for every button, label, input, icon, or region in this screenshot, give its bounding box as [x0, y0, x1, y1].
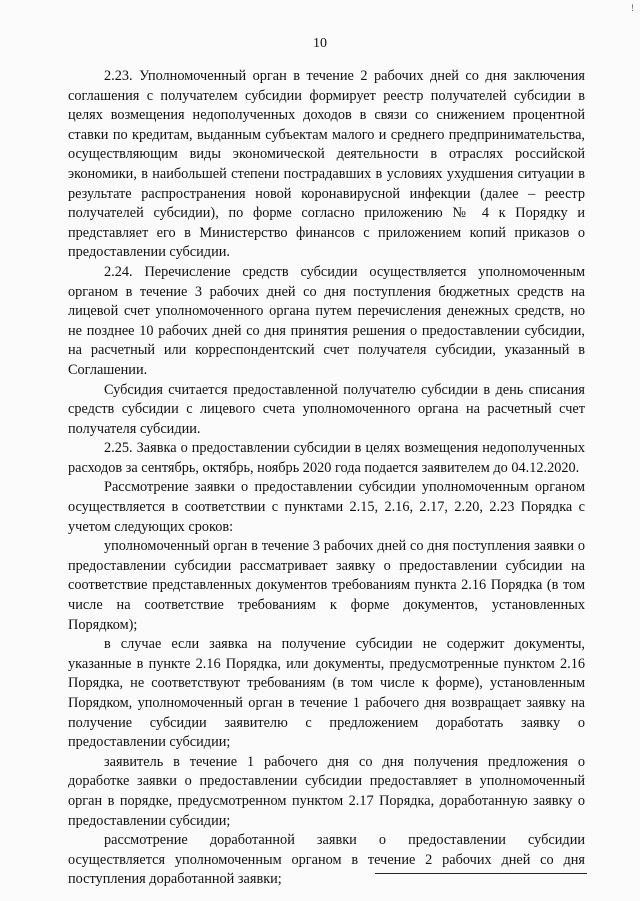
edge-mark: !	[631, 3, 634, 13]
page-number: 10	[313, 36, 327, 51]
paragraph-return-application: в случае если заявка на получение субсидии не содержит документы, указанные в пункте 2.16 Порядка, или документы, предусмотренные пунктом 2.16 Порядка, не соответствуют требованиям (в том числе к форме), установленным Порядком, уполномоченный орган в течение 1 рабочего дня возвращает заявку на получение субсидии заявителю с предложением доработать заявку о предоставлении субсидии;	[68, 636, 585, 751]
paragraph-review-3-days: уполномоченный орган в течение 3 рабочих дней со дня поступления заявки о предоставлении субсидии рассматривает заявку о предоставлении субсидии на соответствие представленных документов требованиям пункта 2.16 Порядка (в том числе на соответствие требованиям к форме документов, установленных Порядком);	[68, 538, 585, 633]
paragraph-applicant-revision: заявитель в течение 1 рабочего дня со дня получения предложения о доработке заявки о предоставлении субсидии предоставляет в уполномоченный орган в порядке, предусмотренном пунктом 2.17 Порядка, доработанную заявку о предоставлении субсидии;	[68, 753, 585, 829]
paragraph-subsidy-granted: Субсидия считается предоставленной получателю субсидии в день списания средств субсидии с лицевого счета уполномоченного органа на расчетный счет получателя субсидии.	[68, 381, 585, 437]
paragraph-2-24: 2.24. Перечисление средств субсидии осуществляется уполномоченным органом в течение 3 рабочих дней со дня поступления бюджетных средств на лицевой счет уполномоченного органа путем перечисления денежных средств, но не позднее 10 рабочих дней со дня принятия решения о предоставлении субсидии, на расчетный или корреспондентский счет получателя субсидии, указанный в Соглашении.	[68, 263, 585, 378]
paragraph-review-terms: Рассмотрение заявки о предоставлении субсидии уполномоченным органом осуществляется в соответствии с пунктами 2.15, 2.16, 2.17, 2.20, 2.23 Порядка с учетом следующих сроков:	[68, 479, 585, 535]
paragraph-2-25: 2.25. Заявка о предоставлении субсидии в целях возмещения недополученных расходов за сентябрь, октябрь, ноябрь 2020 года подается заявителем до 04.12.2020.	[68, 440, 585, 476]
paragraph-revised-review: рассмотрение доработанной заявки о предоставлении субсидии осуществляется уполномоченным органом в течение 2 рабочих дней со дня поступления доработанной заявки;	[68, 832, 585, 888]
footer-rule	[375, 873, 587, 874]
paragraph-2-23: 2.23. Уполномоченный орган в течение 2 рабочих дней со дня заключения соглашения с получателем субсидии формирует реестр получателей субсидии в целях возмещения недополученных доходов в связи со снижением процентной ставки по кредитам, выданным субъектам малого и среднего предпринимательства, осуществляющим виды экономической деятельности в отраслях российской экономики, в наибольшей степени пострадавших в условиях ухудшения ситуации в результате распространения новой коронавирусной инфекции (далее – реестр получателей субсидии), по форме согласно приложению № 4 к Порядку и представляет его в Министерство финансов с приложением копий приказов о предоставлении субсидии.	[68, 68, 585, 261]
document-body	[68, 67, 585, 890]
